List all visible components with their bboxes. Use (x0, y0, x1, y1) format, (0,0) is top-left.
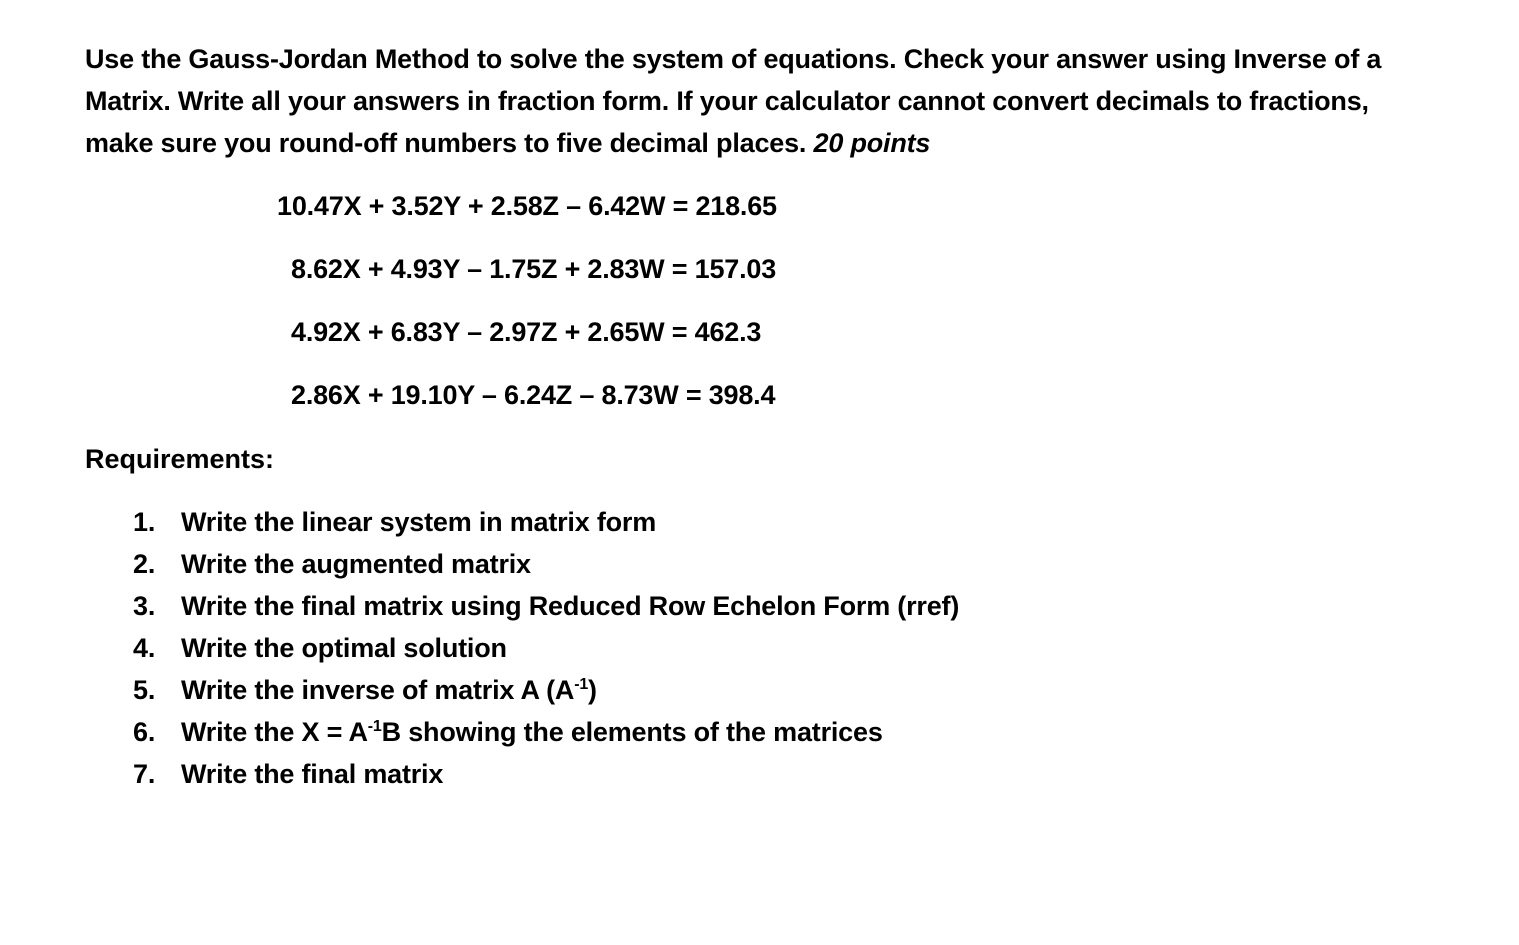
requirement-number: 4. (133, 633, 156, 663)
equation-1: 10.47X + 3.52Y + 2.58Z – 6.42W = 218.65 (277, 191, 777, 221)
requirement-text: Write the optimal solution (181, 633, 507, 663)
equation-4: 2.86X + 19.10Y – 6.24Z – 8.73W = 398.4 (291, 380, 776, 410)
instructions-paragraph (85, 38, 1385, 164)
equation-2: 8.62X + 4.93Y – 1.75Z + 2.83W = 157.03 (291, 254, 777, 284)
requirement-text-part: B showing the elements of the matrices (381, 717, 883, 747)
requirement-text-part: Write the inverse of matrix A (A (181, 675, 575, 705)
requirements-heading: Requirements: (85, 444, 275, 474)
requirement-number: 7. (133, 759, 156, 789)
requirement-number: 3. (133, 591, 156, 621)
requirement-number: 1. (133, 507, 156, 537)
requirement-text (181, 717, 883, 748)
requirement-number: 2. (133, 549, 156, 579)
requirement-text (181, 675, 597, 706)
requirement-text: Write the augmented matrix (181, 549, 531, 579)
requirement-text: Write the linear system in matrix form (181, 507, 657, 537)
equation-3: 4.92X + 6.83Y – 2.97Z + 2.65W = 462.3 (291, 317, 762, 347)
requirement-text: Write the final matrix (181, 759, 444, 789)
inverse-exponent: -1 (574, 676, 589, 693)
requirement-text-part: Write the X = A (181, 717, 368, 747)
requirement-number: 6. (133, 717, 156, 747)
points-value: 20 points (813, 128, 931, 158)
requirement-text-part: ) (588, 675, 597, 705)
instructions-text: Use the Gauss-Jordan Method to solve the system of equations. Check your answer using Inverse of a Matrix. Write all your answers in fraction form. If your calculator cannot convert decimals to fractions, make sure you round-off numbers to five decimal places. (85, 44, 1382, 158)
requirement-number: 5. (133, 675, 156, 705)
inverse-exponent: -1 (367, 718, 382, 735)
requirement-text: Write the final matrix using Reduced Row Echelon Form (rref) (181, 591, 960, 621)
